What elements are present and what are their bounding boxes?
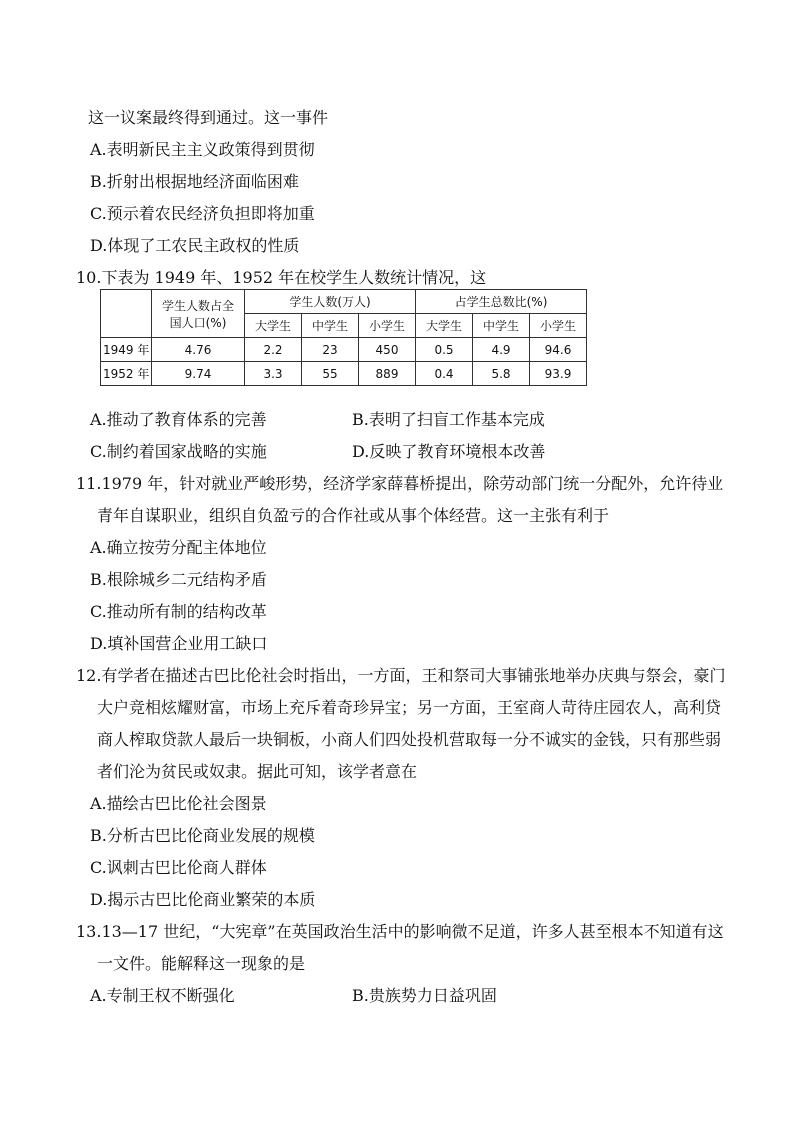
subheader-cell: 中学生 <box>302 314 359 338</box>
subheader-cell: 大学生 <box>245 314 302 338</box>
q11-stem-line2: 青年自谋职业，组织自负盈亏的合作社或从事个体经营。这一主张有利于 <box>97 506 610 525</box>
table-corner-cell <box>101 290 152 338</box>
q13-option-a: A.专制王权不断强化 <box>90 986 235 1005</box>
q11-option-c: C.推动所有制的结构改革 <box>90 602 267 621</box>
table-cell: 0.4 <box>416 362 473 386</box>
q11-option-d: D.填补国营企业用工缺口 <box>90 634 268 653</box>
q9-option-d: D.体现了工农民主政权的性质 <box>90 236 300 255</box>
header-ratio <box>152 290 245 338</box>
header-ratio-line1: 学生人数占全 <box>161 298 234 313</box>
q9-option-b: B.折射出根据地经济面临困难 <box>90 172 299 191</box>
table-row <box>101 338 587 362</box>
q10-option-d: D.反映了教育环境根本改善 <box>352 442 546 461</box>
q12-option-c: C.讽刺古巴比伦商人群体 <box>90 858 267 877</box>
q12-option-b: B.分析古巴比伦商业发展的规模 <box>90 826 315 845</box>
q12-option-a: A.描绘古巴比伦社会图景 <box>90 794 267 813</box>
q10-stem: 10.下表为 1949 年、1952 年在校学生人数统计情况，这 <box>76 268 487 287</box>
q13-option-b: B.贵族势力日益巩固 <box>352 986 497 1005</box>
q12-stem-line4: 者们沦为贫民或奴隶。据此可知，该学者意在 <box>97 762 418 781</box>
subheader-cell: 中学生 <box>473 314 530 338</box>
q9-option-c: C.预示着农民经济负担即将加重 <box>90 204 315 223</box>
table-cell: 93.9 <box>530 362 587 386</box>
q13-stem-line1: 13.13—17 世纪，“大宪章”在英国政治生活中的影响微不足道，许多人甚至根本不知道有这 <box>76 922 724 941</box>
q11-option-a: A.确立按劳分配主体地位 <box>90 538 267 557</box>
table-cell: 0.5 <box>416 338 473 362</box>
q10-option-a: A.推动了教育体系的完善 <box>90 410 267 429</box>
q11-option-b: B.根除城乡二元结构矛盾 <box>90 570 267 589</box>
table-cell: 94.6 <box>530 338 587 362</box>
header-ratio-line2: 国人口(%) <box>169 315 227 330</box>
table-cell: 55 <box>302 362 359 386</box>
row-label: 1952 年 <box>101 362 152 386</box>
q12-stem-line1: 12.有学者在描述古巴比伦社会时指出，一方面，王和祭司大事铺张地举办庆典与祭会，豪门 <box>76 666 726 685</box>
student-stats-table <box>100 289 587 386</box>
table-cell: 4.76 <box>152 338 245 362</box>
table-cell: 3.3 <box>245 362 302 386</box>
table-cell: 450 <box>359 338 416 362</box>
subheader-cell: 大学生 <box>416 314 473 338</box>
q12-stem-line2: 大户竞相炫耀财富，市场上充斥着奇珍异宝；另一方面，王室商人苛待庄园农人，高利贷 <box>97 698 722 717</box>
q10-option-c: C.制约着国家战略的实施 <box>90 442 267 461</box>
table-cell: 4.9 <box>473 338 530 362</box>
table-cell: 889 <box>359 362 416 386</box>
q9-option-a: A.表明新民主主义政策得到贯彻 <box>90 140 315 159</box>
q9-stem-tail: 这一议案最终得到通过。这一事件 <box>88 108 329 127</box>
header-share: 占学生总数比(%) <box>416 290 587 314</box>
table-cell: 23 <box>302 338 359 362</box>
table-cell: 2.2 <box>245 338 302 362</box>
q10-option-b: B.表明了扫盲工作基本完成 <box>352 410 545 429</box>
q11-stem-line1: 11.1979 年，针对就业严峻形势，经济学家薛暮桥提出，除劳动部门统一分配外，允许待业 <box>76 474 724 493</box>
table-row <box>101 362 587 386</box>
q12-option-d: D.揭示古巴比伦商业繁荣的本质 <box>90 890 316 909</box>
subheader-cell: 小学生 <box>359 314 416 338</box>
q13-stem-line2: 一文件。能解释这一现象的是 <box>97 954 306 973</box>
subheader-cell: 小学生 <box>530 314 587 338</box>
row-label: 1949 年 <box>101 338 152 362</box>
header-count: 学生人数(万人) <box>245 290 416 314</box>
table-cell: 5.8 <box>473 362 530 386</box>
table-cell: 9.74 <box>152 362 245 386</box>
q12-stem-line3: 商人榨取贷款人最后一块铜板，小商人们四处投机营取每一分不诚实的金钱，只有那些弱 <box>97 730 722 749</box>
